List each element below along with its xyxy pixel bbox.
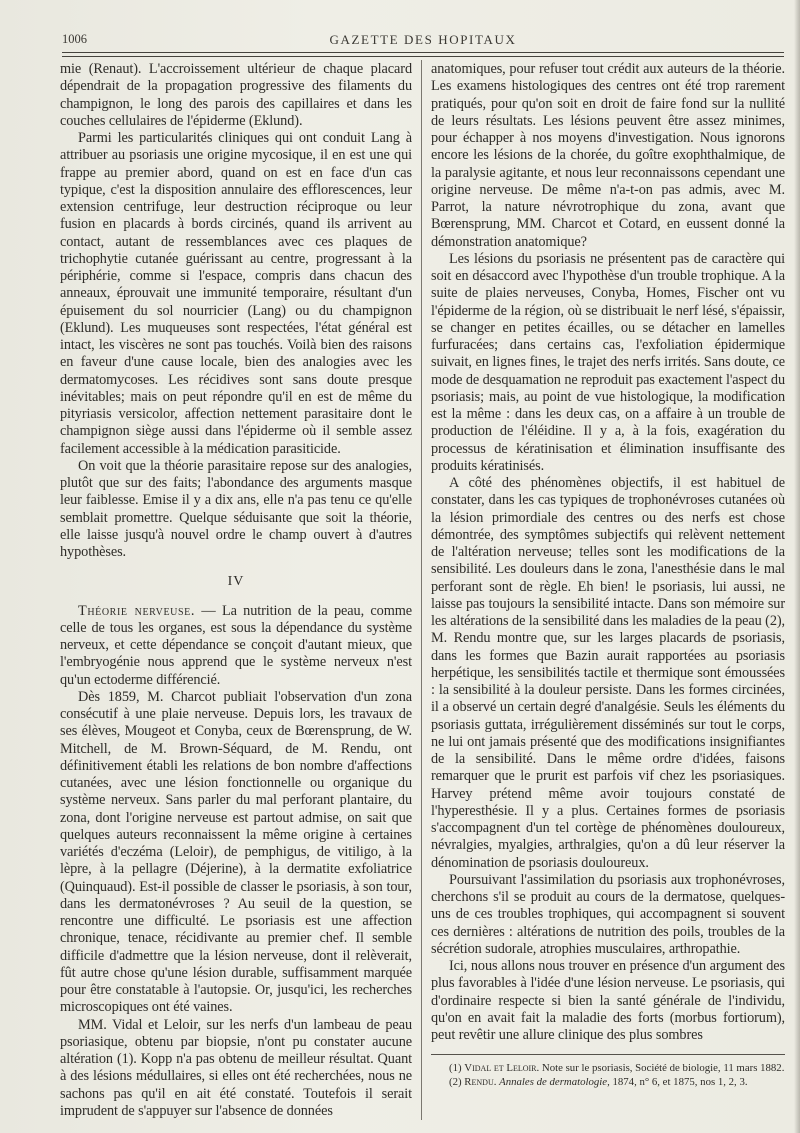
running-header	[62, 28, 784, 48]
footnote-marker: (2)	[449, 1076, 465, 1089]
paragraph: Parmi les particularités cliniques qui ont conduit Lang à attribuer au psoriasis une origine mycosique, il en est une qui frappe au premier abord, quand on est en face d'un cas typique, c'est la disposition annulaire des efflorescences, leur extension centrifuge, leur destruction réciproque ou leur fusion en placards à bords circinés, quand ils arrivent au contact, autant de ressemblances avec ces plaques de trichophytie cutanée guérissant au centre, progressant à la périphérie, comme si l'espace, compris dans chacun des anneaux, éprouvait une immunité temporaire, résultant d'un épuisement du sol nourricier (Lang) ou du champignon (Eklund). Les muqueuses sont respectées, l'état général est intact, les viscères ne sont pas touchés. Voilà bien des raisons en faveur d'une cause locale, bien des analogies avec les dermatomycoses. Les récidives sont sans doute presque inévitables; mais on peut répondre qu'il en est de même du pityriasis versicolor, affection nettement parasitaire dont le champignon siège aussi dans l'épiderme où il semble assez facilement accessible à la médication parasiticide.	[60, 130, 412, 457]
journal-title: GAZETTE DES HOPITAUX	[329, 32, 517, 47]
paragraph: mie (Renaut). L'accroissement ultérieur de chaque placard dépendrait de la propagation progressive des filaments du champignon, le long des parois des capillaires et dans les couches cellulaires de l'épiderme (Eklund).	[60, 61, 412, 129]
paragraph: anatomiques, pour refuser tout crédit aux auteurs de la théorie. Les examens histologiques des centres ont été trop rarement pratiqués, pour qu'on soit en droit de faire fond sur la nullité de leurs résultats. Les lésions peuvent être assez minimes, pour échapper à nos moyens d'investigation. Nous ignorons encore les lésions de la chorée, du goître exophthalmique, de la paralysie agitante, et nous leur reconnaissons cependant une origine nerveuse. De même n'a-t-on pas admis, avec M. Parrot, la nature névrotrophique du zona, avant que Bœrensprung, MM. Charcot et Cotard, en eussent donné la démonstration anatomique?	[431, 61, 785, 250]
paragraph-text: — La nutrition de la peau, comme celle de tous les organes, est sous la dépendance du système nerveux, et cette dépendance se conçoit d'autant mieux, que l'embryogénie nous apprend que le système nerveux n'est qu'un ectoderme différencié.	[60, 602, 412, 688]
paragraph: Poursuivant l'assimilation du psoriasis aux trophonévroses, cherchons s'il se produit au cours de la dermatose, quelques-uns de ces troubles trophiques, qui accompagnent si souvent ces dernières : altérations de nutrition des poils, troubles de la sécrétion sudorale, atrophies musculaires, arthropathie.	[431, 871, 785, 957]
footnote-author: Rendu.	[464, 1076, 497, 1089]
footnote-2	[431, 1075, 785, 1089]
header-rule	[62, 52, 784, 53]
footnote-author: Vidal et Leloir.	[464, 1062, 540, 1075]
paragraph: Dès 1859, M. Charcot publiait l'observation d'un zona consécutif à une plaie nerveuse. Depuis lors, les travaux de ses élèves, Mougeot et Conyba, ceux de Bœrensprung, de W. Mitchell, de M. Brown-Séquard, de M. Rendu, ont définitivement établi les relations de bon nombre d'affections cutanées, avec une lésion fonctionnelle ou organique du système nerveux. Sans parler du mal perforant plantaire, du zona, dont l'origine nerveuse est partout admise, on sait que quelques auteurs reconnaissent la même origine à certaines variétés d'eczéma (Leloir), de pemphigus, de vitiligo, à la lèpre, à la pellagre (Déjerine), à la dermatite exfoliatrice (Quinquaud). Est-il possible de classer le psoriasis, à son tour, dans les dermatonévroses ? Au seuil de la question, se rencontre une difficulté. Le psoriasis est une affection chronique, tenace, récidivante au premier chef. Il semble difficile d'admettre que la lésion nerveuse, dont il relèverait, fût autre chose qu'une lésion durable, suffisamment marquée pour être constatable à l'autopsie. Or, jusqu'ici, les recherches microscopiques ont été vaines.	[60, 688, 412, 1016]
footnote-text: 1874, n° 6, et 1875, nos 1, 2, 3.	[609, 1076, 748, 1089]
paragraph: Les lésions du psoriasis ne présentent pas de caractère qui soit en désaccord avec l'hypothèse d'un trouble trophique. A la suite de plaies nerveuses, Conyba, Homes, Fischer ont vu l'épiderme de la région, où se distribuait le nerf lésé, s'épaissir, se changer en petites écailles, ou se détacher en lamelles furfuracées; dans certains cas, l'exfoliation épidermique suivait, en lignes fines, le trajet des nerfs irrités. Sans doute, ce mode de desquamation ne reproduit pas exactement l'aspect du psoriasis; mais, au point de vue histologique, la modification est la même : dans les deux cas, on a affaire à un trouble de production de l'éléidine. Il y a, à la fois, exagération du processus de kératinisation et élimination insuffisante des produits kératinisés.	[431, 250, 785, 474]
footnote-rule	[431, 1054, 785, 1055]
paragraph: A côté des phénomènes objectifs, il est habituel de constater, dans les cas typiques de trophonévroses cutanées où la lésion primordiale des centres ou des nerfs est chose démontrée, des symptômes subjectifs qui relèvent nettement de l'altération nerveuse; telles sont les modifications de la sensibilité. Les douleurs dans le zona, l'anesthésie dans le mal perforant sont de règle. Eh bien! le psoriasis, lui aussi, ne laisse pas toujours la sensibilité intacte. Dans son mémoire sur les altérations de la sensibilité dans les maladies de la peau (2), M. Rendu montre que, sur les larges placards de psoriasis, dans les formes que Bazin aurait rapportées au psoriasis herpétique, les sensibilités tactile et thermique sont émoussées : la sensibilité à la douleur persiste. Dans les formes circinées, il a observé un certain degré d'analgésie. Seuls les éléments du psoriasis guttata, irrégulièrement disséminés sur tout le corps, ne lui ont jamais présenté que des modifications insignifiantes de la sensibilité. Dans le même ordre d'idées, faisons remarquer que le prurit est parfois vif chez les psoriasiques. Harvey prétend même avoir toujours constaté de l'hyperesthésie. Il y a plus. Certaines formes de psoriasis s'accompagnent d'un tel cortège de phénomènes douloureux, névralgies, myalgies, arthralgies, qu'on a dû leur réserver la dénomination de psoriasis douloureux.	[431, 475, 785, 871]
section-heading: IV	[227, 574, 245, 590]
page-edge-shadow	[794, 0, 800, 1133]
page-number: 1006	[62, 32, 87, 46]
paragraph	[60, 603, 412, 689]
header-rule-thin	[62, 56, 784, 57]
paragraph: MM. Vidal et Leloir, sur les nerfs d'un lambeau de peau psoriasique, obtenu par biopsie, n'ont pu constater aucune altération (1). Kopp n'a pas obtenu de meilleur résultat. Quant à des lésions médullaires, si elles ont été recherchées, nous ne sachons pas qu'il en ait été constaté. Toutefois il serait imprudent de s'appuyer sur l'absence de données	[60, 1016, 412, 1119]
right-column	[431, 61, 785, 1089]
left-column	[60, 61, 412, 1120]
footnote-text: Note sur le psoriasis, Société de biologie, 11 mars 1882.	[539, 1062, 785, 1075]
section-lead: Théorie nerveuse.	[78, 602, 196, 619]
footnote-1	[431, 1061, 785, 1075]
paragraph: Ici, nous allons nous trouver en présence d'un argument des plus favorables à l'idée d'une lésion nerveuse. Le psoriasis, qui d'ordinaire respecte si bien la santé générale de l'individu, qu'on en avait fait la maladie des forts (morbus fortiorum), peut revêtir une allure clinique des plus sombres	[431, 958, 785, 1043]
footnote-journal: Annales de dermatologie,	[499, 1076, 610, 1089]
footnote-marker: (1)	[449, 1062, 465, 1075]
column-divider	[421, 60, 422, 1120]
paragraph: On voit que la théorie parasitaire repose sur des analogies, plutôt que sur des faits; l'abondance des arguments masque leur faiblesse. Emise il y a dix ans, elle n'a pas tenu ce qu'elle semblait promettre. Quelque séduisante que soit la théorie, elle laisse jusqu'à nouvel ordre le champ ouvert à d'autres hypothèses.	[60, 457, 412, 560]
